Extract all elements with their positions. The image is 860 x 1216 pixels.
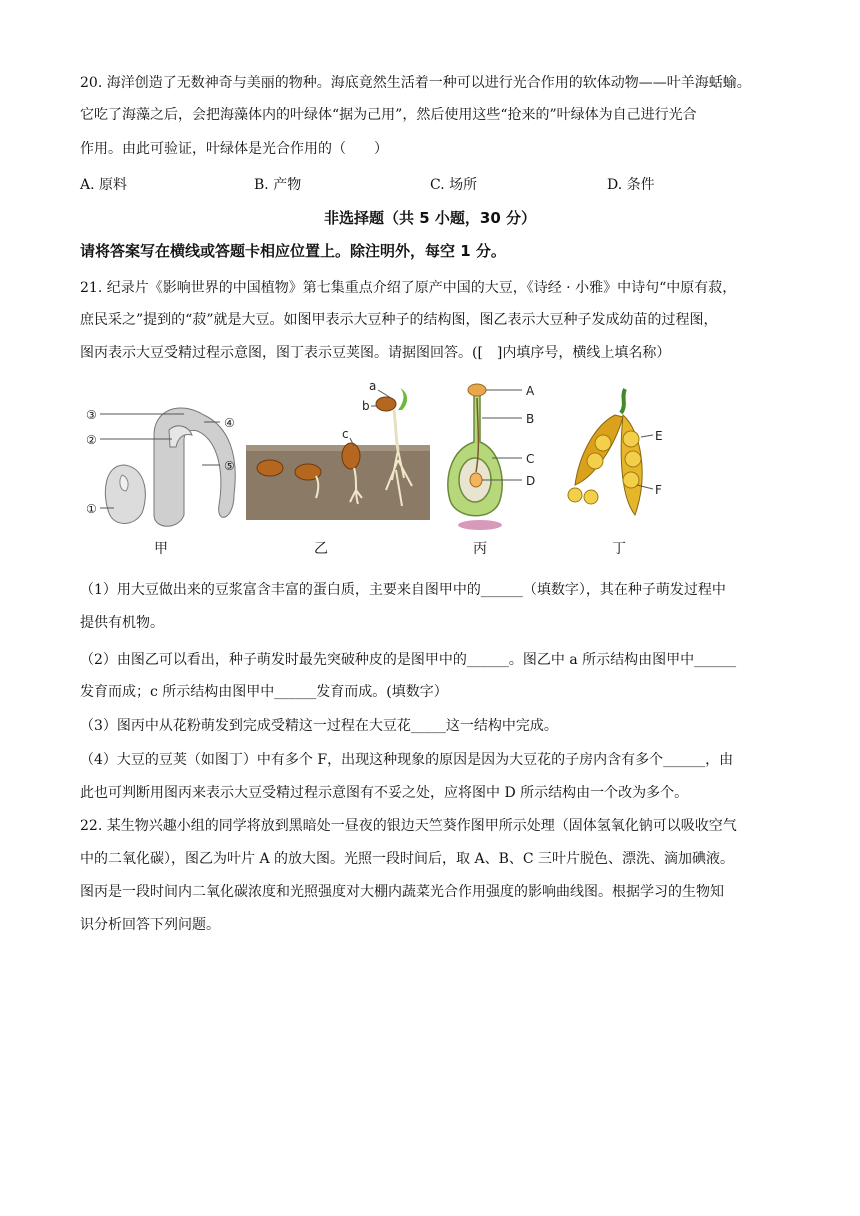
section-title: 非选择题（共 5 小题，30 分） bbox=[324, 209, 536, 227]
label-bing-a: A bbox=[526, 384, 535, 398]
figure-bing-fertilization bbox=[440, 380, 550, 532]
q21-stem-line3: 图丙表示大豆受精过程示意图，图丁表示豆荚图。请据图回答。([ ]内填序号，横线上填名称） bbox=[80, 345, 671, 361]
q21-sub4-line2: 此也可判断用图丙来表示大豆受精过程示意图有不妥之处，应将图中 D 所示结构由一个改为多个。 bbox=[80, 785, 689, 801]
caption-ding: 丁 bbox=[612, 541, 626, 557]
q20-stem-line1: 20. 海洋创造了无数神奇与美丽的物种。海底竟然生活着一种可以进行光合作用的软体动物——叶羊海蛞蝓。 bbox=[80, 75, 751, 91]
q21-stem-line2: 庶民采之”提到的“菽”就是大豆。如图甲表示大豆种子的结构图，图乙表示大豆种子发成幼苗的过程图， bbox=[80, 312, 718, 328]
caption-jia: 甲 bbox=[154, 541, 168, 557]
q22-stem-line1: 22. 某生物兴趣小组的同学将放到黑暗处一昼夜的银边天竺葵作图甲所示处理（固体氢氧化钠可以吸收空气 bbox=[80, 818, 737, 834]
q22-stem-line3: 图丙是一段时间内二氧化碳浓度和光照强度对大棚内蔬菜光合作用强度的影响曲线图。根据学习的生物知 bbox=[80, 884, 724, 900]
caption-bing: 丙 bbox=[473, 541, 487, 557]
caption-yi: 乙 bbox=[314, 541, 328, 557]
q21-sub3: （3）图丙中从花粉萌发到完成受精这一过程在大豆花_____这一结构中完成。 bbox=[80, 718, 558, 734]
q20-option-d[interactable]: D. 条件 bbox=[607, 177, 655, 193]
label-jia-3: ③ bbox=[86, 408, 97, 422]
figure-ding-pod bbox=[565, 385, 675, 530]
figure-jia-seed-structure bbox=[84, 395, 244, 535]
q20-option-a[interactable]: A. 原料 bbox=[80, 177, 128, 193]
label-jia-1: ① bbox=[86, 502, 97, 516]
q21-stem-line1: 21. 纪录片《影响世界的中国植物》第七集重点介绍了原产中国的大豆，《诗经 · 小雅》中诗句“中原有菽， bbox=[80, 280, 737, 296]
label-bing-c: C bbox=[526, 452, 535, 466]
label-jia-4: ④ bbox=[224, 416, 235, 430]
q21-sub2-line1: （2）由图乙可以看出，种子萌发时最先突破种皮的是图甲中的______。图乙中 a 所示结构由图甲中______ bbox=[80, 652, 737, 668]
q22-stem-line2: 中的二氧化碳），图乙为叶片 A 的放大图。光照一段时间后，取 A、B、C 三叶片脱色、漂洗、滴加碘液。 bbox=[80, 851, 735, 867]
q20-option-c[interactable]: C. 场所 bbox=[430, 177, 478, 193]
q21-sub4-line1: （4）大豆的豆荚（如图丁）中有多个 F，出现这种现象的原因是因为大豆花的子房内含有多个______，由 bbox=[80, 752, 734, 768]
q20-option-b[interactable]: B. 产物 bbox=[254, 177, 302, 193]
q21-sub2-line2: 发育而成；c 所示结构由图甲中______发育而成。(填数字） bbox=[80, 684, 448, 700]
label-yi-c: c bbox=[342, 427, 349, 441]
q21-sub1-line1: （1）用大豆做出来的豆浆富含丰富的蛋白质，主要来自图甲中的______（填数字），其在种子萌发过程中 bbox=[80, 582, 726, 598]
label-ding-f: F bbox=[655, 483, 662, 497]
label-yi-b: b bbox=[362, 399, 370, 413]
label-jia-2: ② bbox=[86, 433, 97, 447]
label-jia-5: ⑤ bbox=[224, 459, 235, 473]
q20-stem-line3: 作用。由此可验证，叶绿体是光合作用的（ ） bbox=[80, 141, 388, 157]
q20-stem-line2: 它吃了海藻之后，会把海藻体内的叶绿体“据为己用”，然后使用这些“抢来的”叶绿体为自己进行光合 bbox=[80, 107, 697, 123]
section-instruction: 请将答案写在横线或答题卡相应位置上。除注明外，每空 1 分。 bbox=[80, 242, 506, 260]
label-yi-a: a bbox=[369, 380, 377, 393]
q22-stem-line4: 识分析回答下列问题。 bbox=[80, 917, 220, 933]
label-ding-e: E bbox=[655, 429, 663, 443]
label-bing-d: D bbox=[526, 474, 536, 488]
q21-sub1-line2: 提供有机物。 bbox=[80, 615, 164, 631]
label-bing-b: B bbox=[526, 412, 535, 426]
figure-yi-germination bbox=[246, 380, 432, 525]
